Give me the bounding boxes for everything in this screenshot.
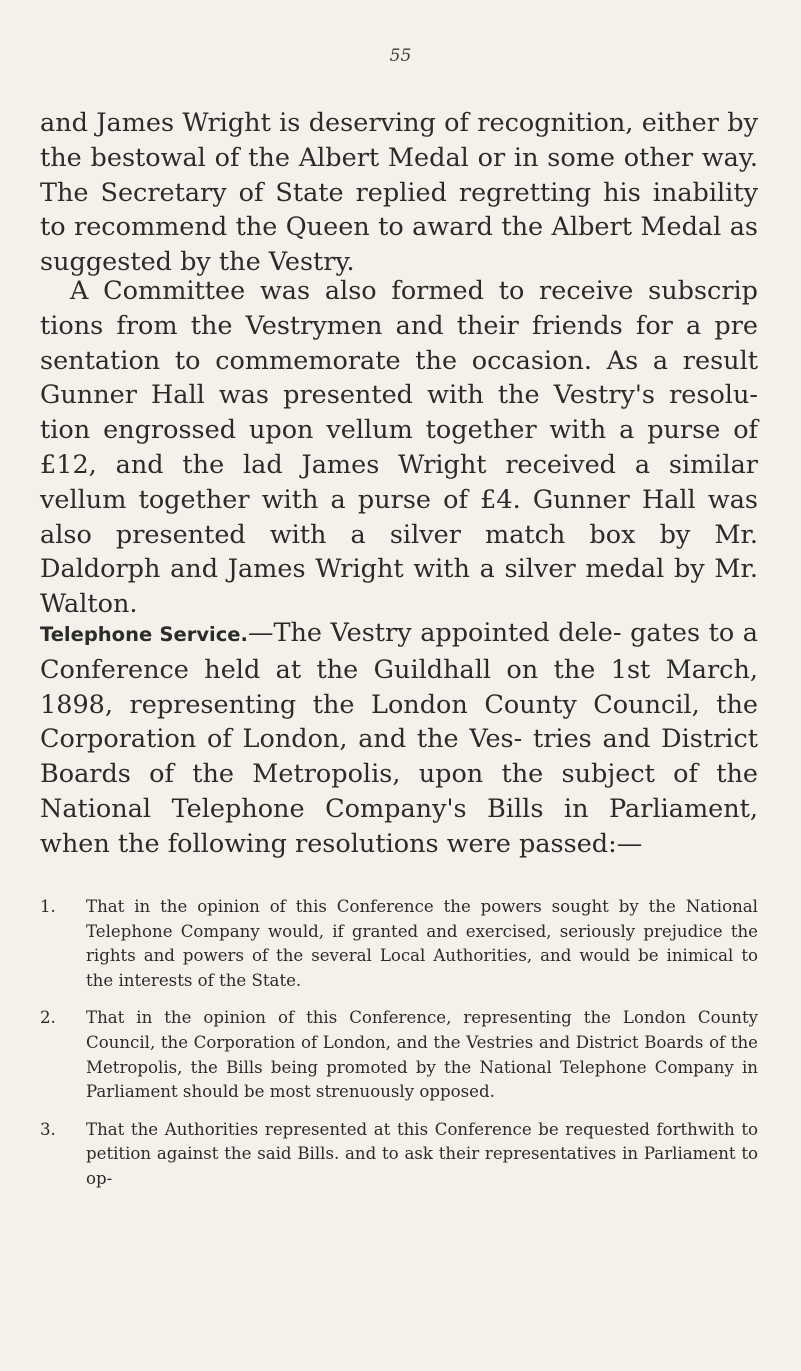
resolutions-list (40, 895, 758, 1205)
paragraph-committee-presentation: A Committee was also formed to receive subscrip tions from the Vestrymen and their friends for a pre sentation to commemorate the occasion. As a result Gunner Hall was presented with the Vestry's resolu- tion engrossed upon vellum together with a purse of £12, and the lad James Wright received a similar vellum together with a purse of £4. Gunner Hall was also presented with a silver match box by Mr. Daldorph and James Wright with a silver medal by Mr. Walton. (40, 276, 758, 620)
resolution-number: 3. (40, 1119, 56, 1139)
resolution-item (40, 895, 758, 993)
resolution-text: That the Authorities represented at this Conference be requested forthwith to petition against the said Bills. and to ask their representatives in Parliament to op- (86, 1119, 758, 1188)
telephone-service-text: —The Vestry appointed dele- gates to a Conference held at the Guildhall on the 1st March, 1898, representing the London County Council, the Corporation of London, and the Ves- tries and District Boards of the Metropolis, upon the subject of the National Telephone Company's Bills in Parliament, when the following resolutions were passed:— (40, 618, 758, 859)
resolution-item (40, 1006, 758, 1104)
resolution-number: 2. (40, 1008, 56, 1028)
paragraph-albert-medal: and James Wright is deserving of recognition, either by the bestowal of the Albert Medal or in some other way. The Secretary of State replied regretting his inability to recommend the Queen to award the Albert Medal as suggested by the Vestry. (40, 108, 758, 278)
resolution-text: That in the opinion of this Conference the powers sought by the National Telephone Company would, if granted and exercised, seriously prejudice the rights and powers of the several Local Authorities, and would be inimical to the interests of the State. (86, 897, 758, 990)
resolution-item (40, 1118, 758, 1192)
paragraph-telephone-service (40, 616, 758, 862)
section-heading-telephone-service: Telephone Service. (40, 623, 248, 646)
page-number: 55 (389, 46, 412, 66)
resolution-text: That in the opinion of this Conference, representing the London County Council, the Corporation of London, and the Vestries and District Boards of the Metropolis, the Bills being promoted by the National Telephone Company in Parliament should be most strenuously opposed. (86, 1008, 758, 1102)
resolution-number: 1. (40, 897, 56, 916)
